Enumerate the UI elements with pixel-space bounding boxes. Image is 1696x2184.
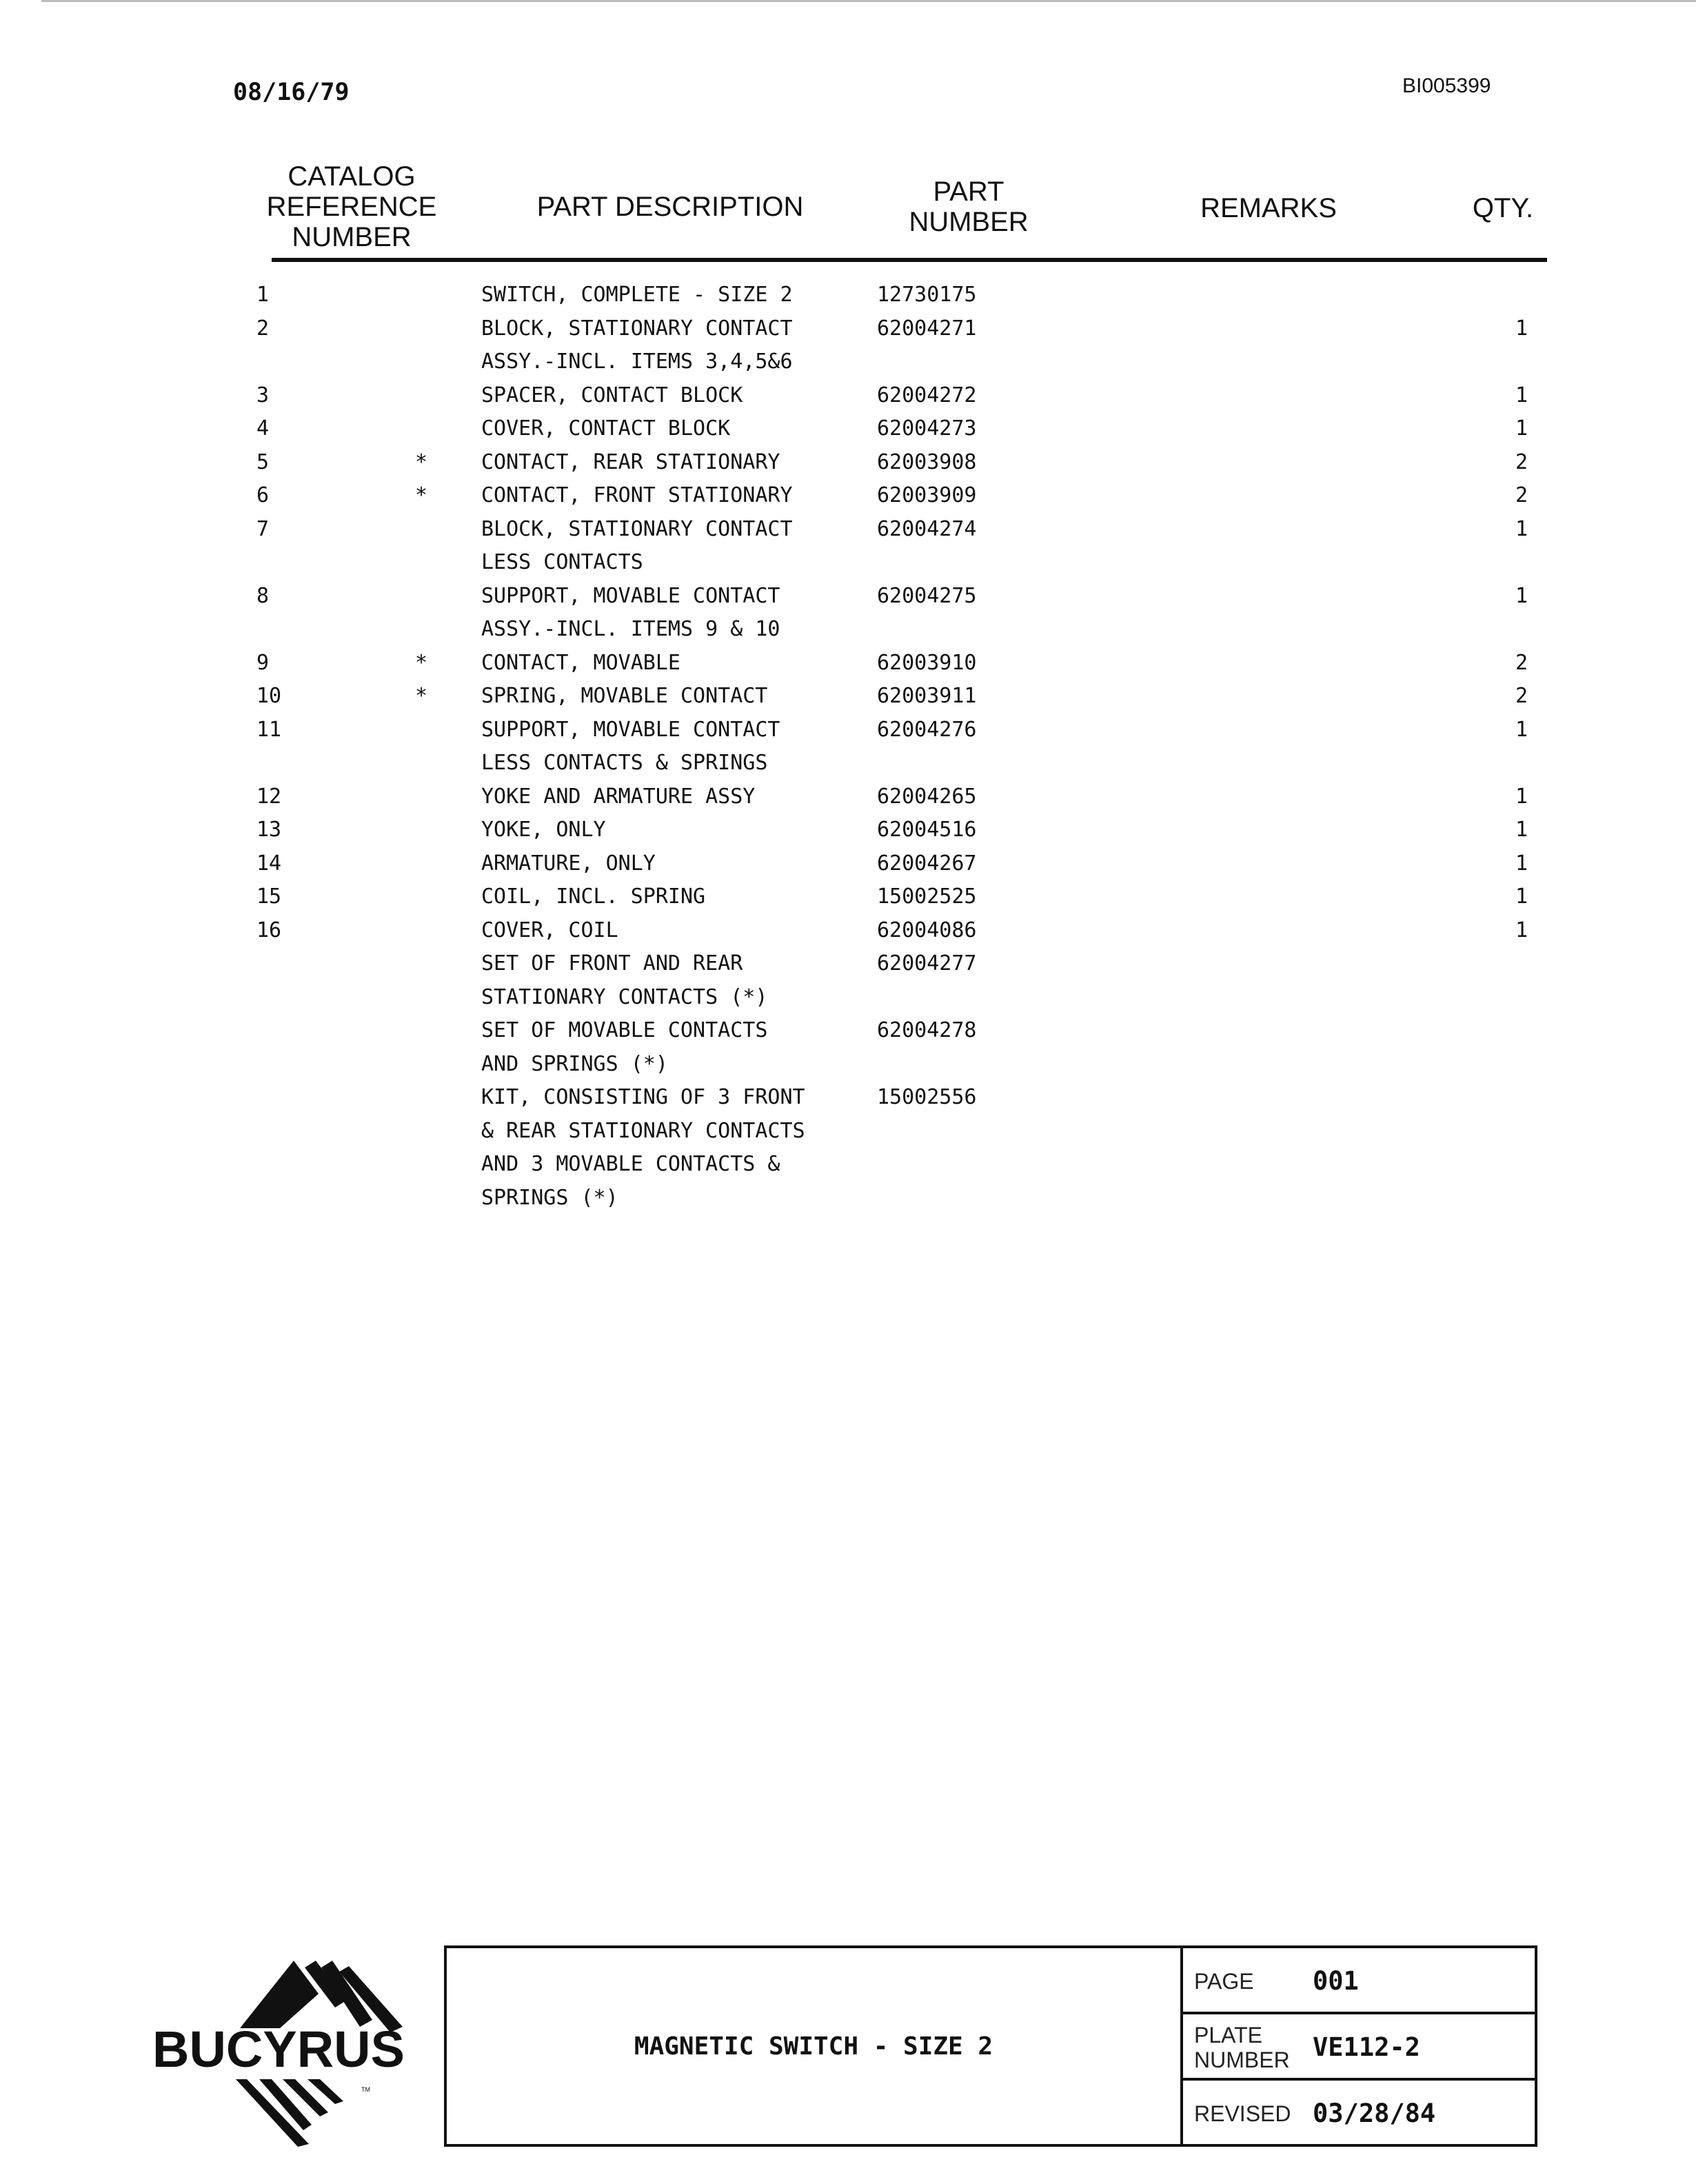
part-description: SWITCH, COMPLETE - SIZE 2 [481,283,793,307]
part-number: 62003909 [877,483,977,507]
quantity: 1 [1515,416,1528,441]
header-part-line: PART [933,176,1005,207]
part-description: SET OF FRONT AND REAR [481,951,743,975]
logo-upper-triangle [240,1961,319,2028]
quantity: 1 [1515,818,1528,842]
parts-list [0,281,1696,1217]
part-number: 62004275 [877,583,977,608]
catalog-ref-number: 11 [256,717,282,742]
catalog-ref-number: 7 [256,516,270,541]
part-number: 62004273 [877,416,977,441]
plate-label-line: NUMBER [1194,2048,1290,2072]
title-block-rule [1183,2012,1535,2014]
part-description: CONTACT, REAR STATIONARY [481,449,780,474]
parts-list-row [0,549,1696,583]
header-part-description: PART DESCRIPTION [536,192,804,222]
spare-part-marker: * [415,449,428,474]
part-number: 62004277 [877,951,977,975]
quantity: 1 [1515,516,1528,541]
catalog-ref-number: 2 [256,316,270,341]
parts-list-row [0,415,1696,449]
title-block-rule [1183,2078,1535,2081]
quantity: 1 [1515,884,1528,909]
header-catalog-line: NUMBER [292,222,412,252]
plate-value: VE112-2 [1313,2032,1420,2062]
quantity: 1 [1515,717,1528,742]
part-description: COVER, COIL [481,918,618,942]
part-number: 62004274 [877,516,977,541]
parts-list-row [0,1017,1696,1051]
page-label: PAGE [1194,1969,1254,1994]
parts-list-row [0,382,1696,416]
header-part-number [882,176,1055,237]
catalog-ref-number: 5 [256,449,270,474]
quantity: 1 [1515,383,1528,407]
part-number: 62004267 [877,851,977,876]
catalog-ref-number: 12 [256,784,282,809]
title-block-divider [1180,1948,1183,2144]
logo-wordmark: BUCYRUS [152,2021,405,2078]
catalog-ref-number: 1 [256,283,270,307]
page-value: 001 [1313,1966,1359,1996]
parts-list-row [0,1051,1696,1084]
plate-label-line: PLATE [1194,2023,1262,2048]
catalog-ref-number: 8 [256,583,270,608]
parts-list-row [0,783,1696,817]
catalog-ref-number: 16 [256,918,282,942]
bucyrus-logo [138,1951,427,2151]
quantity: 1 [1515,583,1528,608]
parts-list-row [0,950,1696,984]
parts-list-row [0,850,1696,884]
part-description: BLOCK, STATIONARY CONTACT [481,316,793,341]
header-remarks: REMARKS [1200,193,1337,223]
parts-list-row [0,1084,1696,1118]
parts-list-row [0,449,1696,483]
parts-list-row [0,816,1696,850]
part-number: 62004271 [877,316,977,341]
parts-list-row [0,749,1696,783]
part-description: & REAR STATIONARY CONTACTS [481,1118,805,1143]
parts-list-row [0,315,1696,349]
parts-list-row [0,348,1696,382]
part-description: AND 3 MOVABLE CONTACTS & [481,1152,780,1176]
header-catalog-line: REFERENCE [266,192,437,222]
catalog-ref-number: 4 [256,416,270,441]
parts-list-row [0,682,1696,716]
part-description: KIT, CONSISTING OF 3 FRONT [481,1085,805,1109]
part-number: 62004278 [877,1018,977,1042]
part-number: 62004272 [877,383,977,407]
quantity: 2 [1515,684,1528,708]
print-date: 08/16/79 [233,79,350,106]
revised-label: REVISED [1194,2101,1291,2126]
part-number: 62003908 [877,449,977,474]
quantity: 1 [1515,316,1528,341]
quantity: 2 [1515,650,1528,675]
part-description: ASSY.-INCL. ITEMS 3,4,5&6 [481,350,793,374]
part-number: 62004276 [877,717,977,742]
part-number: 15002556 [877,1085,977,1109]
header-rule [272,258,1547,262]
part-description: ARMATURE, ONLY [481,851,656,876]
part-number: 62004516 [877,818,977,842]
quantity: 2 [1515,449,1528,474]
part-description: SPACER, CONTACT BLOCK [481,383,743,407]
header-catalog-line: CATALOG [287,161,416,192]
parts-list-row [0,583,1696,616]
part-description: YOKE, ONLY [481,818,606,842]
parts-list-row [0,516,1696,549]
catalog-ref-number: 14 [256,851,282,876]
part-description: SPRINGS (*) [481,1185,618,1210]
part-description: CONTACT, FRONT STATIONARY [481,483,793,507]
parts-list-row [0,482,1696,516]
parts-list-row [0,649,1696,683]
spare-part-marker: * [415,684,428,708]
plate-label [1194,2023,1290,2072]
catalog-ref-number: 13 [256,818,282,842]
part-description: CONTACT, MOVABLE [481,650,680,675]
part-description: STATIONARY CONTACTS (*) [481,984,768,1009]
quantity: 1 [1515,851,1528,876]
parts-list-row [0,716,1696,750]
parts-list-row [0,1184,1696,1218]
title-block [444,1945,1537,2147]
parts-list-row [0,1151,1696,1184]
parts-list-row [0,917,1696,951]
parts-list-row [0,883,1696,917]
revised-value: 03/28/84 [1313,2099,1436,2128]
logo-trademark: TM [361,2086,370,2093]
spare-part-marker: * [415,483,428,507]
quantity: 1 [1515,918,1528,942]
parts-list-row [0,281,1696,315]
parts-list-row [0,984,1696,1018]
spare-part-marker: * [415,650,428,675]
part-number: 62003910 [877,650,977,675]
catalog-ref-number: 15 [256,884,282,909]
document-id: BI005399 [1402,74,1491,97]
drawing-title: MAGNETIC SWITCH - SIZE 2 [634,2032,993,2061]
quantity: 2 [1515,483,1528,507]
part-description: ASSY.-INCL. ITEMS 9 & 10 [481,617,780,641]
header-part-line: NUMBER [909,207,1029,237]
part-number: 15002525 [877,884,977,909]
header-catalog-ref [248,161,455,252]
part-description: COVER, CONTACT BLOCK [481,416,731,441]
part-description: SUPPORT, MOVABLE CONTACT [481,583,780,608]
header-qty: QTY. [1472,193,1534,223]
catalog-ref-number: 10 [256,684,282,708]
part-description: BLOCK, STATIONARY CONTACT [481,516,793,541]
part-number: 12730175 [877,283,977,307]
parts-list-row [0,616,1696,649]
parts-list-row [0,1118,1696,1151]
part-description: SET OF MOVABLE CONTACTS [481,1018,768,1042]
part-description: LESS CONTACTS & SPRINGS [481,751,768,775]
part-number: 62004265 [877,784,977,809]
quantity: 1 [1515,784,1528,809]
part-description: COIL, INCL. SPRING [481,884,706,909]
catalog-ref-number: 3 [256,383,270,407]
catalog-ref-number: 6 [256,483,270,507]
scan-edge-line [41,0,1696,2]
part-number: 62003911 [877,684,977,708]
part-number: 62004086 [877,918,977,942]
part-description: AND SPRINGS (*) [481,1051,668,1076]
part-description: YOKE AND ARMATURE ASSY [481,784,756,809]
part-description: SUPPORT, MOVABLE CONTACT [481,717,780,742]
catalog-ref-number: 9 [256,650,270,675]
part-description: LESS CONTACTS [481,550,643,574]
part-description: SPRING, MOVABLE CONTACT [481,684,768,708]
